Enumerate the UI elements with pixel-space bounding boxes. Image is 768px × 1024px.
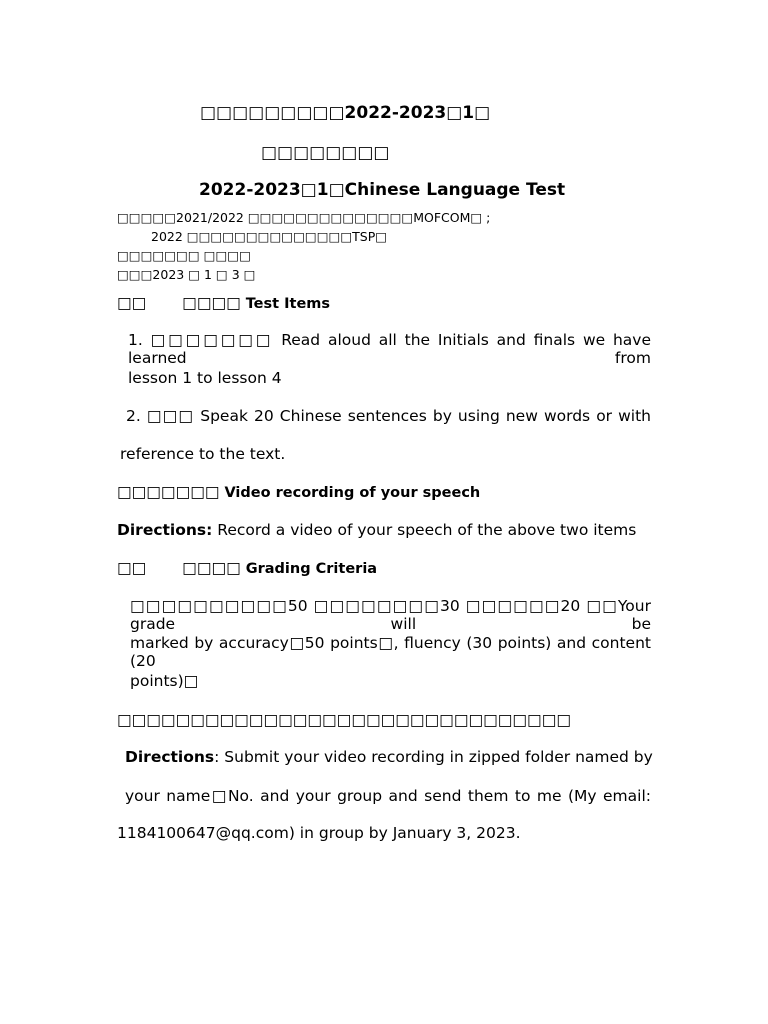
section-3-number: □□ <box>117 559 147 577</box>
title-line-3: 2022-2023□1□Chinese Language Test <box>199 180 566 200</box>
info-line-3: □□□□□□□ □□□□ <box>117 248 251 263</box>
section-4-directions-line-3: 1184100647@qq.com) in group by January 3, 2023. <box>117 824 521 842</box>
section-3-heading <box>117 559 377 577</box>
title-line-2: □□□□□□□□ <box>261 143 390 163</box>
section-2-directions-text: Record a video of your speech of the above two items <box>217 521 637 539</box>
section-1-number: □□ <box>117 294 147 312</box>
item-2-line-1: 2. □□□ Speak 20 Chinese sentences by using new words or with <box>126 407 651 425</box>
grading-line-2: marked by accuracy□50 points□, fluency (30 points) and content (20 <box>130 634 651 670</box>
section-4-directions-text-a: : Submit your video recording in zipped folder named by <box>214 748 653 766</box>
section-1-title-cn: □□□□ <box>182 294 241 312</box>
info-line-4: □□□2023 □ 1 □ 3 □ <box>117 267 256 282</box>
section-3-title-cn: □□□□ <box>182 559 241 577</box>
section-1-heading <box>117 294 330 312</box>
section-2-heading <box>117 483 480 501</box>
section-4-directions-line-2: your name□No. and your group and send them to me (My email: <box>125 787 651 805</box>
info-line-1: □□□□□2021/2022 □□□□□□□□□□□□□□MOFCOM□ ; <box>117 210 491 225</box>
item-1-en: Read aloud all the Initials and finals we have learned from <box>128 331 652 367</box>
section-4-heading: □□□□□□□□□□□□□□□□□□□□□□□□□□□□□□□ <box>117 711 571 729</box>
section-4-directions-label: Directions <box>125 748 215 766</box>
section-2-directions <box>117 521 636 539</box>
title-line-1: □□□□□□□□□2022-2023□1□ <box>200 103 491 123</box>
info-line-2: 2022 □□□□□□□□□□□□□□TSP□ <box>151 229 388 244</box>
section-4-directions-line-1 <box>125 748 653 766</box>
item-1-line-1 <box>128 331 651 367</box>
item-1-line-2: lesson 1 to lesson 4 <box>128 369 282 387</box>
grading-line-3: points)□ <box>130 672 199 690</box>
section-2-title-en: Video recording of your speech <box>224 485 481 501</box>
item-1-cn: 1. □□□□□□□ <box>128 331 274 349</box>
grading-line-1: □□□□□□□□□□50 □□□□□□□□30 □□□□□□20 □□Your grade will be <box>130 597 651 633</box>
section-1-title-en: Test Items <box>245 296 331 312</box>
section-3-title-en: Grading Criteria <box>245 561 378 577</box>
item-2-line-2: reference to the text. <box>120 445 286 463</box>
section-2-directions-label: Directions: <box>117 521 213 539</box>
section-2-title-cn: □□□□□□□ <box>117 483 220 501</box>
